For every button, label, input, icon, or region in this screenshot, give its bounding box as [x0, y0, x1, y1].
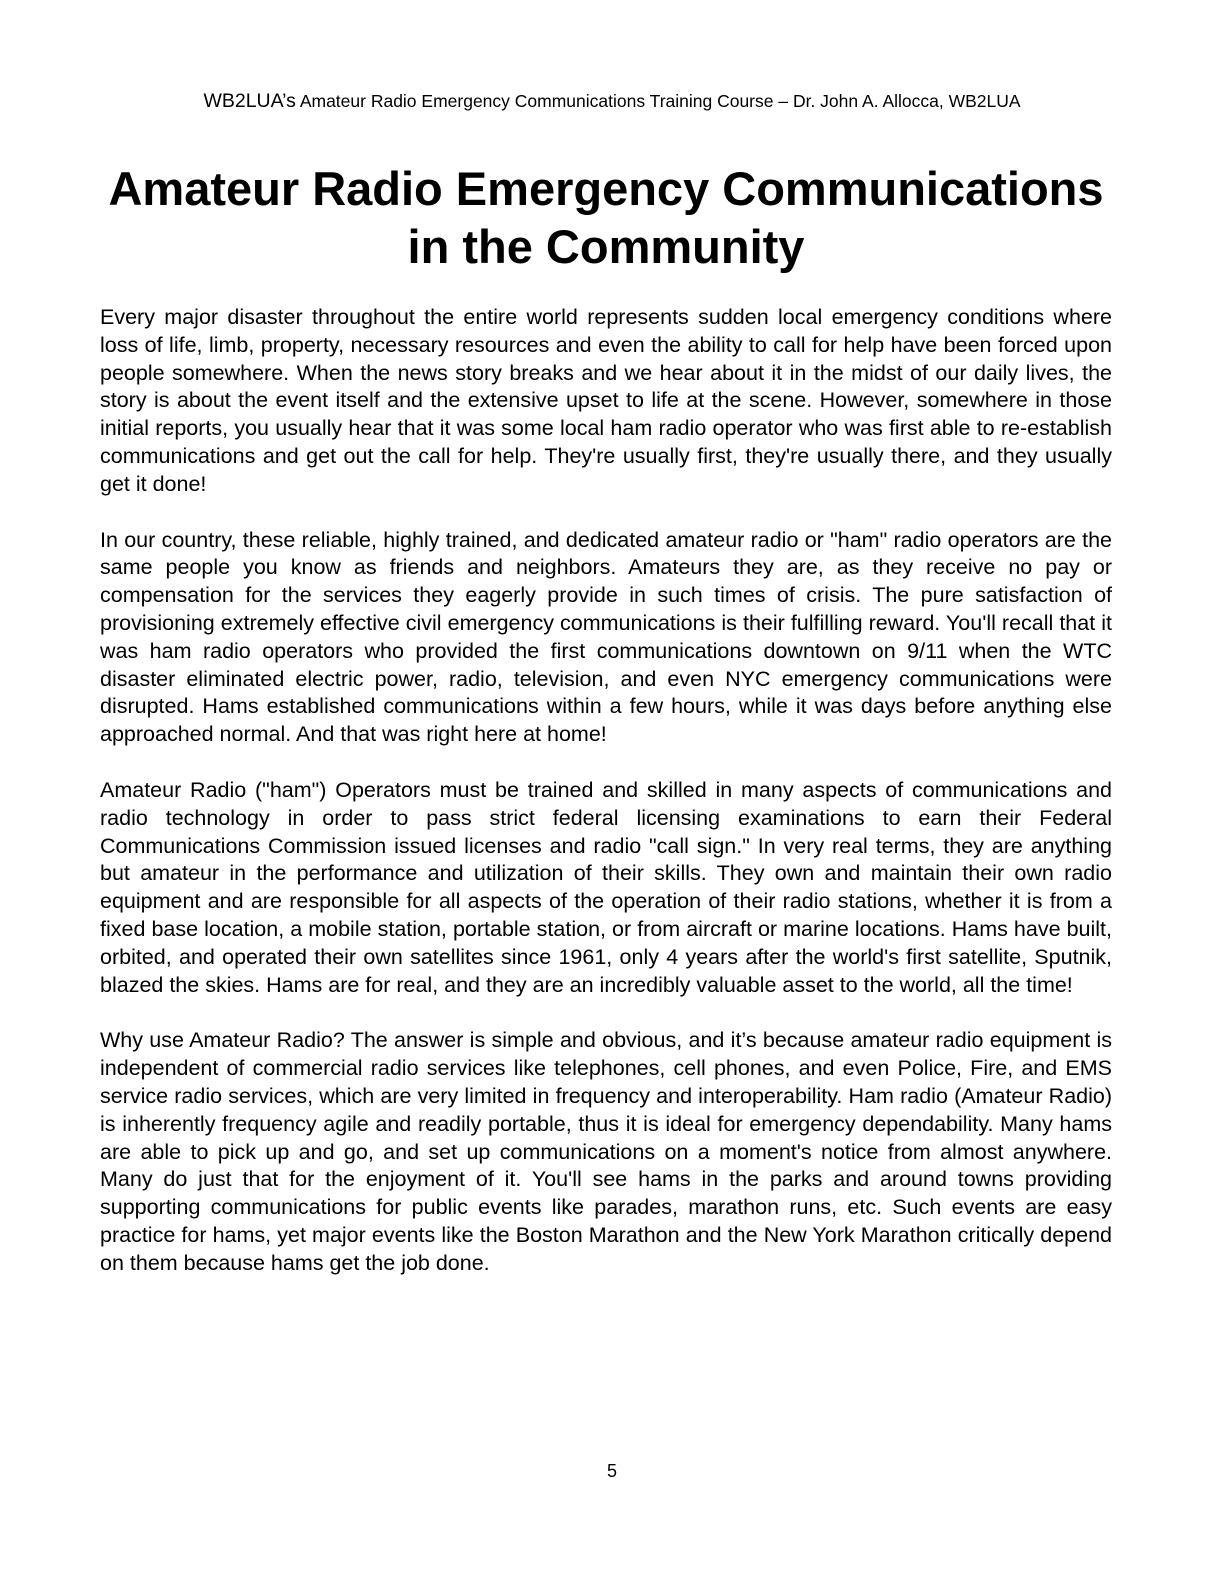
- page-number: 5: [606, 1461, 617, 1481]
- paragraph-why-amateur-radio: Why use Amateur Radio? The answer is simple and obvious, and it’s because amateur radio equipment is independent of commercial radio services like telephones, cell phones, and even Police, Fire, and EMS service radio services, which are very limited in frequency and interoperability. Ham radio (Amateur Radio) is inherently frequency agile and readily portable, thus it is ideal for emergency dependability. Many hams are able to pick up and go, and set up communications on a moment's notice from almost anywhere. Many do just that for the enjoyment of it. You'll see hams in the parks and around towns providing supporting communications for public events like parades, marathon runs, etc. Such events are easy practice for hams, yet major events like the Boston Marathon and the New York Marathon critically depend on them because hams get the job done.: [100, 1028, 1112, 1275]
- header-course-title: Amateur Radio Emergency Communications Training Course – Dr. John A. Allocca, WB2LUA: [295, 91, 1021, 111]
- page-title-line-2: in the Community: [407, 220, 805, 273]
- page-title: [100, 160, 1112, 276]
- paragraph-operators: In our country, these reliable, highly trained, and dedicated amateur radio or "ham" radio operators are the same people you know as friends and neighbors. Amateurs they are, as they receive no pay or compensation for the services they eagerly provide in such times of crisis. The pure satisfaction of provisioning extremely effective civil emergency communications is their fulfilling reward. You'll recall that it was ham radio operators who provided the first communications downtown on 9/11 when the WTC disaster eliminated electric power, radio, television, and even NYC emergency communications were disrupted. Hams established communications within a few hours, while it was days before anything else approached normal. And that was right here at home!: [100, 527, 1112, 747]
- header-callsign: WB2LUA’s: [203, 90, 296, 112]
- paragraph-training: Amateur Radio ("ham") Operators must be trained and skilled in many aspects of communications and radio technology in order to pass strict federal licensing examinations to earn their Federal Communications Commission issued licenses and radio "call sign." In very real terms, they are anything but amateur in the performance and utilization of their skills. They own and maintain their own radio equipment and are responsible for all aspects of the operation of their radio stations, whether it is from a fixed base location, a mobile station, portable station, or from aircraft or marine locations. Hams have built, orbited, and operated their own satellites since 1961, only 4 years after the world's first satellite, Sputnik, blazed the skies. Hams are for real, and they are an incredibly valuable asset to the world, all the time!: [100, 777, 1112, 997]
- page-title-line-1: Amateur Radio Emergency Communications: [108, 162, 1104, 215]
- running-header: [0, 90, 1224, 112]
- body-text: [100, 304, 1112, 1306]
- paragraph-disasters: Every major disaster throughout the entire world represents sudden local emergency conditions where loss of life, limb, property, necessary resources and even the ability to call for help have been forced upon people somewhere. When the news story breaks and we hear about it in the midst of our daily lives, the story is about the event itself and the extensive upset to life at the scene. However, somewhere in those initial reports, you usually hear that it was some local ham radio operator who was first able to re-establish communications and get out the call for help. They're usually first, they're usually there, and they usually get it done!: [100, 305, 1112, 496]
